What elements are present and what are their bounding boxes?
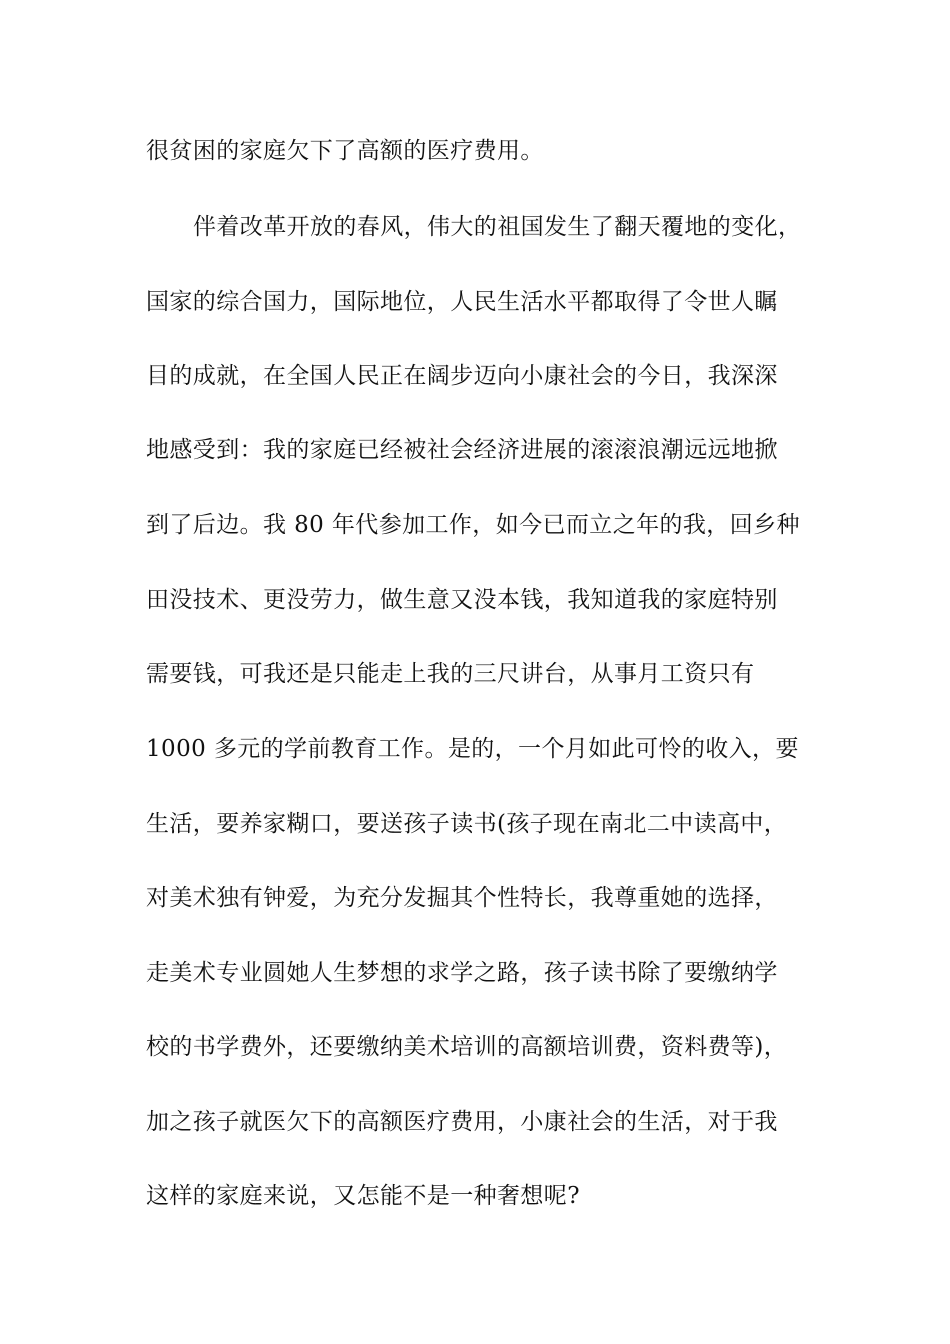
paragraph-line: 校的书学费外，还要缴纳美术培训的高额培训费，资料费等)， [146, 1034, 788, 1060]
paragraph-line: 到了后边。我 80 年代参加工作，如今已而立之年的我，回乡种 [146, 512, 800, 538]
paragraph-line: 地感受到：我的家庭已经被社会经济进展的滚滚浪潮远远地掀 [146, 437, 778, 463]
paragraph-line: 田没技术、更没劳力，做生意又没本钱，我知道我的家庭特别 [146, 587, 778, 613]
paragraph-line: 很贫困的家庭欠下了高额的医疗费用。 [146, 138, 544, 164]
paragraph-line: 1000 多元的学前教育工作。是的，一个月如此可怜的收入，要 [146, 736, 799, 762]
paragraph-line: 目的成就，在全国人民正在阔步迈向小康社会的今日，我深深 [146, 363, 778, 389]
paragraph-start-line: 伴着改革开放的春风，伟大的祖国发生了翻天覆地的变化， [193, 214, 802, 240]
paragraph-line: 国家的综合国力，国际地位，人民生活水平都取得了令世人瞩 [146, 289, 778, 315]
paragraph-line: 对美术独有钟爱，为充分发掘其个性特长，我尊重她的选择， [146, 885, 778, 911]
paragraph-line: 走美术专业圆她人生梦想的求学之路，孩子读书除了要缴纳学 [146, 960, 778, 986]
paragraph-line: 生活，要养家糊口，要送孩子读书(孩子现在南北二中读高中， [146, 811, 788, 837]
paragraph-line: 需要钱，可我还是只能走上我的三尺讲台，从事月工资只有 [146, 661, 755, 687]
paragraph-line: 这样的家庭来说，又怎能不是一种奢想呢? [146, 1183, 580, 1209]
paragraph-line: 加之孩子就医欠下的高额医疗费用，小康社会的生活，对于我 [146, 1109, 778, 1135]
